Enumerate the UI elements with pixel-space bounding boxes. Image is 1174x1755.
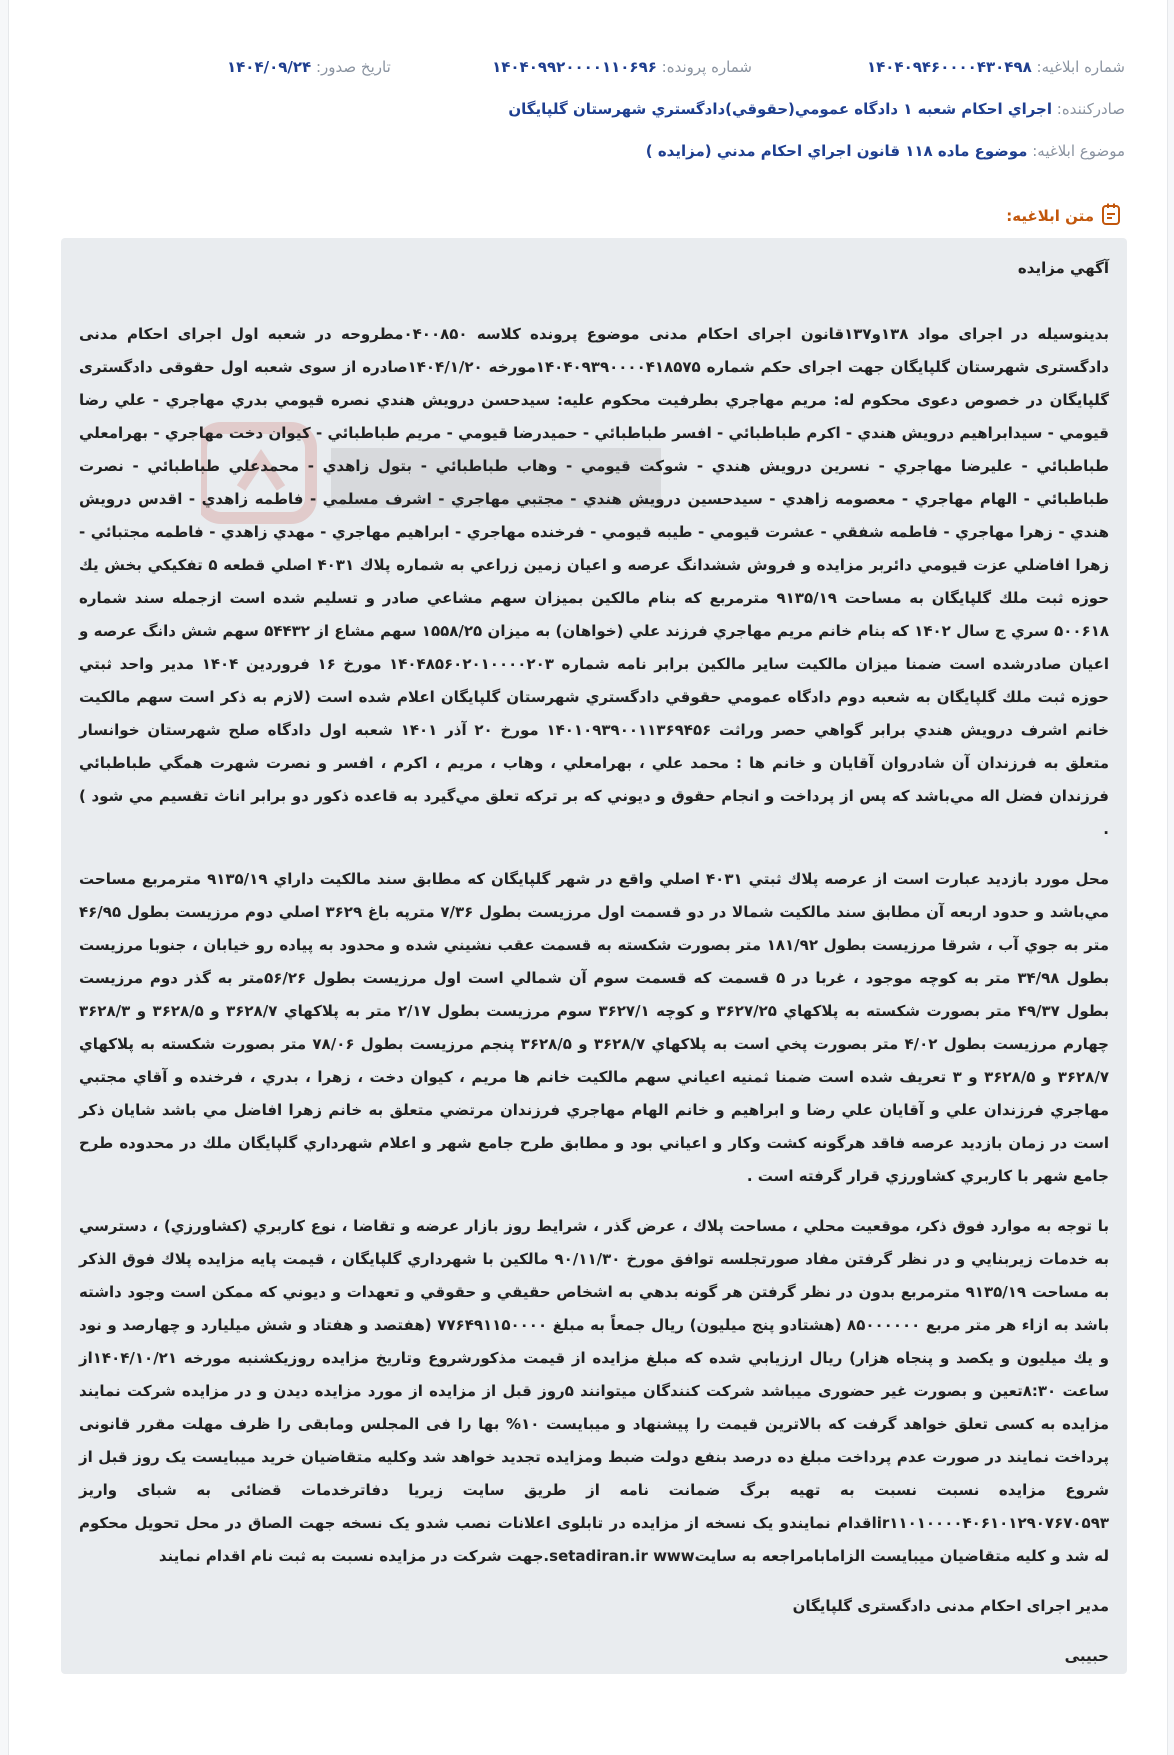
notice-heading: آگهي مزايده [1017,259,1109,277]
notice-paragraph: با توجه به موارد فوق ذكر، موقعيت محلي ، مساحت پلاك ، عرض گذر ، شرايط روز بازار عرضه و تقاضا ، نوع كاربري (كشاورزي) ، دسترسي به خدمات زيربنايي و در نظر گرفتن مفاد صورتجلسه توافق مورخ ۹۰/۱۱/۳۰ مالكين با شهرداري گلپايگان ، قيمت پايه مزايده پلاك فوق الذكر به مساحت ۹۱۳۵/۱۹ مترمربع بدون در نظر گرفتن هر گونه بدهي به اشخاص حقيقي و حقوقي و تعهدات و ديوني كه ممكن است وجود داشته باشد به ازاء هر متر مربع ۸۵۰۰۰۰۰۰ (هشتادو پنج ميليون) ريال جمعاً به مبلغ ۷۷۶۴۹۱۱۵۰۰۰۰ (هفتصد و هفتاد و شش ميليارد و چهارصد و نود و يك ميليون و يكصد و پنجاه هزار) ريال ارزيابي شده كه مبلغ مزايده از قيمت مذكورشروع وتاريخ مزايده روزيكشنبه مورخه ۱۴۰۴/۱۰/۲۱از ساعت ۸:۳۰تعين و بصورت غير حضوری میباشد شرکت کنندگان میتوانند ۵روز قبل از مزایده از مورد مزایده دیدن و در مزایده شرکت نمایند مزایده به کسی تعلق خواهد گرفت که بالاترین قیمت را پیشنهاد و میبایست ۱۰% بها را فی المجلس ومابقی را ظرف مهلت مقرر قانونی پرداخت نمایند در صورت عدم پرداخت مبلغ ده درصد بنفع دولت ضبط ومزایده تجدید خواهد شد وکلیه متقاضیان خرید میبایست یک روز قبل از شروع مزایده نسبت نسبت به تهیه برگ ضمانت نامه از طریق سایت زیریا دفاترخدمات قضائی به شبای واریز ir۱۱۰۱۰۰۰۰۴۰۶۱۰۱۲۹۰۷۶۷۰۵۹۳اقدام نمایندو یک نسخه از مزایده در تابلوی اعلانات نصب شدو یک نسخه جهت الصاق در محل تحویل محکوم له شد و کلیه متقاضیان میبایست الزامابامراجعه به سایتsetadiran.ir www.جهت شرکت در مزایده نسبت به ثبت نام اقدام نمایند [79,1217,1110,1565]
issue-date-value: ۱۴۰۴/۰۹/۲۴ [227,58,312,76]
signature-title: مدير اجرای احكام مدنی دادگستری گلپايگان [792,1597,1109,1615]
notice-text-title: متن ابلاغیه: [1006,207,1094,225]
case-number-value: ۱۴۰۴۰۹۹۲۰۰۰۰۱۱۰۶۹۶ [492,58,657,76]
notice-page [8,0,1168,1755]
notice-body [79,252,1109,1674]
case-number-label: شماره پرونده: [661,58,752,76]
issue-date [227,58,391,76]
notice-number [867,58,1125,76]
subject-value: موضوع ماده ۱۱۸ قانون اجراي احكام مدني (مزايده ) [645,142,1028,160]
notice-paragraph: بدينوسيله در اجرای مواد ۱۳۸و۱۳۷قانون اجرای احکام مدنی موضوع پرونده کلاسه ۰۴۰۰۸۵۰مطروحه در شعبه اول اجرای احکام مدنی دادگستری شهرستان گلپایگان جهت اجرای حکم شماره ۱۴۰۴۰۹۳۹۰۰۰۰۴۱۸۵۷۵مورخه ۱۴۰۴/۱/۲۰صادره از سوی شعبه اول حقوقی دادگستری گلپایگان در خصوص دعوی محکوم له: مريم مهاجري بطرفيت محکوم عليه: سيدحسن درويش هندي نصره قيومي بدري مهاجري - علي رضا قيومي - سيدابراهيم درويش هندي - اكرم طباطبائي - افسر طباطبائي - حميدرضا قيومي - مريم طباطبائي - كيوان دخت مهاجري - بهرامعلي طباطبائي - عليرضا مهاجري - نسرين درويش هندي - شوكت قيومي - وهاب طباطبائي - بتول زاهدي - محمدعلي طباطبائي - نصرت طباطبائي - الهام مهاجري - معصومه زاهدي - سيدحسين درويش هندي - مجتبي مهاجري - اشرف مسلمي - فاطمه زاهدي - اقدس درويش هندي - زهرا مهاجري - فاطمه شفقي - عشرت قيومي - طيبه قيومي - فرخنده مهاجري - ابراهيم مهاجري - مهدي زاهدي - فاطمه مجتبائي - زهرا افاضلي عزت قيومي دائربر مزايده و فروش ششدانگ عرصه و اعيان زمين زراعي به شماره پلاك ۴۰۳۱ اصلي قطعه ۵ تفكيكي بخش يك حوزه ثبت ملك گلپايگان به مساحت ۹۱۳۵/۱۹ مترمربع كه بنام مالكين بميزان سهم مشاعي صادر و تسليم شده است ازجمله سند شماره ۵۰۰۶۱۸ سري ج سال ۱۴۰۲ كه بنام خانم مريم مهاجري فرزند علي (خواهان) به ميزان ۱۵۵۸/۲۵ سهم مشاع از ۵۴۴۳۲ سهم شش دانگ عرصه و اعيان صادرشده است ضمنا ميزان مالكيت ساير مالكين برابر نامه شماره ۱۴۰۴۸۵۶۰۲۰۱۰۰۰۰۲۰۳ مورخ ۱۶ فروردين ۱۴۰۴ مدير واحد ثبتي حوزه ثبت ملك گلپايگان به شعبه دوم دادگاه عمومي حقوقي دادگستري شهرستان گلپايگان اعلام شده است (لازم به ذكر است سهم مالكيت خانم اشرف درويش هندي برابر گواهي حصر وراثت ۱۴۰۱۰۹۳۹۰۰۱۱۳۶۹۴۵۶ مورخ ۲۰ آذر ۱۴۰۱ شعبه اول دادگاه صلح شهرستان خوانسار متعلق به فرزندان آن شادروان آقايان و خانم ها : محمد علي ، بهرامعلي ، وهاب ، مريم ، اكرم ، افسر و نصرت شهرت همگي طباطبائي فرزندان فضل اله مي‌باشد كه پس از پرداخت و انجام حقوق و ديوني كه بر تركه تعلق مي‌گيرد به قاعده ذكور دو برابر اناث تقسيم مي شود ) . [79,325,1110,838]
case-number [492,58,752,76]
notice-body-card [61,238,1127,1674]
notice-number-value: ۱۴۰۴۰۹۴۶۰۰۰۰۴۳۰۴۹۸ [866,58,1032,76]
issuer-label: صادرکننده: [1056,100,1125,118]
issuer [508,100,1125,118]
subject-label: موضوع ابلاغیه: [1032,142,1125,160]
issue-date-label: تاریخ صدور: [315,58,391,76]
signature-name: حبيبی [1064,1647,1109,1665]
notice-text-heading [1006,202,1122,230]
notepad-icon [1100,202,1122,230]
subject [646,142,1125,160]
notice-number-label: شماره ابلاغیه: [1036,58,1125,76]
notice-paragraph: محل مورد بازديد عبارت است از عرصه پلاك ثبتي ۴۰۳۱ اصلي واقع در شهر گلپايگان كه مطابق سند مالكيت داراي ۹۱۳۵/۱۹ مترمربع مساحت مي‌باشد و حدود اربعه آن مطابق سند مالكيت شمالا در دو قسمت اول مرزيست بطول ۷/۳۶ مترپه باغ ۳۶۲۹ اصلي دوم مرزيست بطول ۴۶/۹۵ متر به جوي آب ، شرقا مرزيست بطول ۱۸۱/۹۲ متر بصورت شكسته به قسمت عقب نشيني شده و محدود به پياده رو خيابان ، جنوبا مرزيست بطول ۳۴/۹۸ متر به كوچه موجود ، غربا در ۵ قسمت كه قسمت سوم آن شمالي است اول مرزيست بطول ۵۶/۲۶متر به گذر دوم مرزيست بطول ۴۹/۳۷ متر بصورت شكسته به پلاكهاي ۳۶۲۷/۲۵ و كوچه ۳۶۲۷/۱ سوم مرزيست بطول ۲/۱۷ متر به پلاكهاي ۳۶۲۸/۷ و ۳۶۲۸/۵ و ۳۶۲۸/۳ چهارم مرزيست بطول ۴/۰۲ متر بصورت پخي است به پلاكهاي ۳۶۲۸/۷ و ۳۶۲۸/۵ پنجم مرزيست بطول ۷۸/۰۶ متر بصورت شكسته به پلاكهاي ۳۶۲۸/۷ و ۳۶۲۸/۵ و ۳ تعريف شده است ضمنا ثمنيه اعياني سهم مالكيت خانم ها مريم ، كيوان دخت ، زهرا ، بدري ، فرخنده و آقاي مجتبي مهاجري فرزندان علي و آقايان علي رضا و ابراهيم و خانم الهام مهاجري فرزندان مرتضي متعلق به خانم زهرا افاضل مي باشد شايان ذكر است در زمان بازديد عرصه فاقد هرگونه كشت وكار و اعياني بود و مطابق طرح جامع شهر و اعلام شهرداري گلپايگان ملك در محدوده طرح جامع شهر با كاربري كشاورزي قرار گرفته است . [79,870,1110,1185]
issuer-value: اجراي احكام شعبه ۱ دادگاه عمومي(حقوقي)دادگستري شهرستان گلپايگان [508,100,1052,118]
